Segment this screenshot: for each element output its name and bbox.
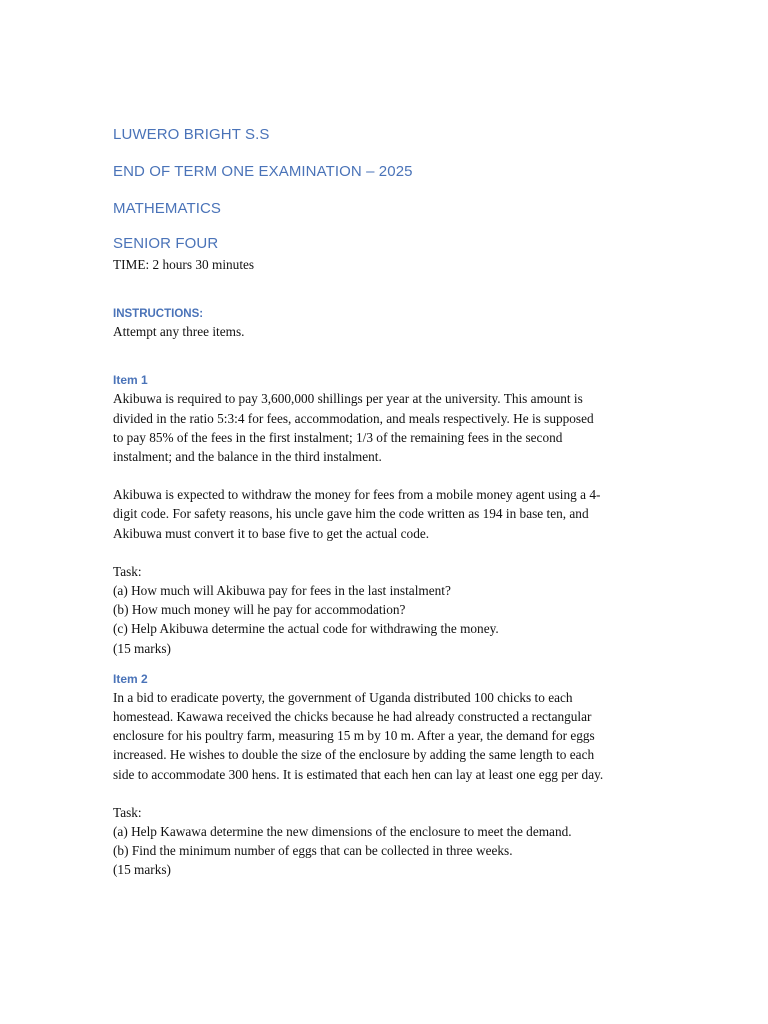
- exam-title: END OF TERM ONE EXAMINATION – 2025: [113, 163, 413, 180]
- task-line: (b) Find the minimum number of eggs that can be collected in three weeks.: [113, 843, 513, 859]
- class-title: SENIOR FOUR: [113, 235, 219, 252]
- instructions-text: Attempt any three items.: [113, 324, 245, 340]
- text-line: Akibuwa must convert it to base five to get the actual code.: [113, 525, 430, 541]
- text-line: side to accommodate 300 hens. It is estimated that each hen can lay at least one egg per day.: [113, 766, 604, 782]
- marks: (15 marks): [113, 640, 171, 656]
- item-1-paragraph-2: [113, 485, 658, 543]
- school-name: LUWERO BRIGHT S.S: [113, 126, 270, 143]
- paragraph-gap: [113, 784, 658, 803]
- text-line: to pay 85% of the fees in the first instalment; 1/3 of the remaining fees in the second: [113, 429, 563, 445]
- text-line: digit code. For safety reasons, his uncle gave him the code written as 194 in base ten, and: [113, 506, 589, 522]
- item-1-section: [113, 372, 658, 657]
- task-label: Task:: [113, 804, 142, 820]
- instructions-heading: INSTRUCTIONS:: [113, 308, 204, 321]
- exam-time: TIME: 2 hours 30 minutes: [113, 257, 255, 272]
- task-line: (b) How much money will he pay for accommodation?: [113, 602, 406, 618]
- item-1-heading: Item 1: [113, 373, 148, 388]
- subject-title: MATHEMATICS: [113, 200, 222, 217]
- text-line: Akibuwa is required to pay 3,600,000 shillings per year at the university. This amount is: [113, 391, 583, 407]
- text-line: enclosure for his poultry farm, measuring 15 m by 10 m. After a year, the demand for eggs: [113, 728, 595, 744]
- text-line: divided in the ratio 5:3:4 for fees, accommodation, and meals respectively. He is supposed: [113, 410, 594, 426]
- text-line: In a bid to eradicate poverty, the government of Uganda distributed 100 chicks to each: [113, 689, 573, 705]
- marks: (15 marks): [113, 862, 171, 878]
- paragraph-gap: [113, 543, 658, 562]
- exam-document: [113, 124, 658, 880]
- item-2-heading: Item 2: [113, 671, 148, 686]
- item-2-paragraph-1: [113, 688, 658, 784]
- text-line: homestead. Kawawa received the chicks because he had already constructed a rectangular: [113, 709, 592, 725]
- text-line: instalment; and the balance in the third instalment.: [113, 449, 382, 465]
- item-2-section: [113, 671, 658, 880]
- paragraph-gap: [113, 466, 658, 485]
- task-line: (a) How much will Akibuwa pay for fees in the last instalment?: [113, 583, 451, 599]
- item-1-paragraph-1: [113, 389, 658, 466]
- task-line: (a) Help Kawawa determine the new dimensions of the enclosure to meet the demand.: [113, 824, 572, 840]
- task-line: (c) Help Akibuwa determine the actual code for withdrawing the money.: [113, 621, 499, 637]
- item-2-tasks: [113, 803, 658, 880]
- item-1-tasks: [113, 562, 658, 658]
- task-label: Task:: [113, 563, 142, 579]
- text-line: increased. He wishes to double the size of the enclosure by adding the same length to each: [113, 747, 595, 763]
- text-line: Akibuwa is expected to withdraw the money for fees from a mobile money agent using a 4-: [113, 487, 601, 503]
